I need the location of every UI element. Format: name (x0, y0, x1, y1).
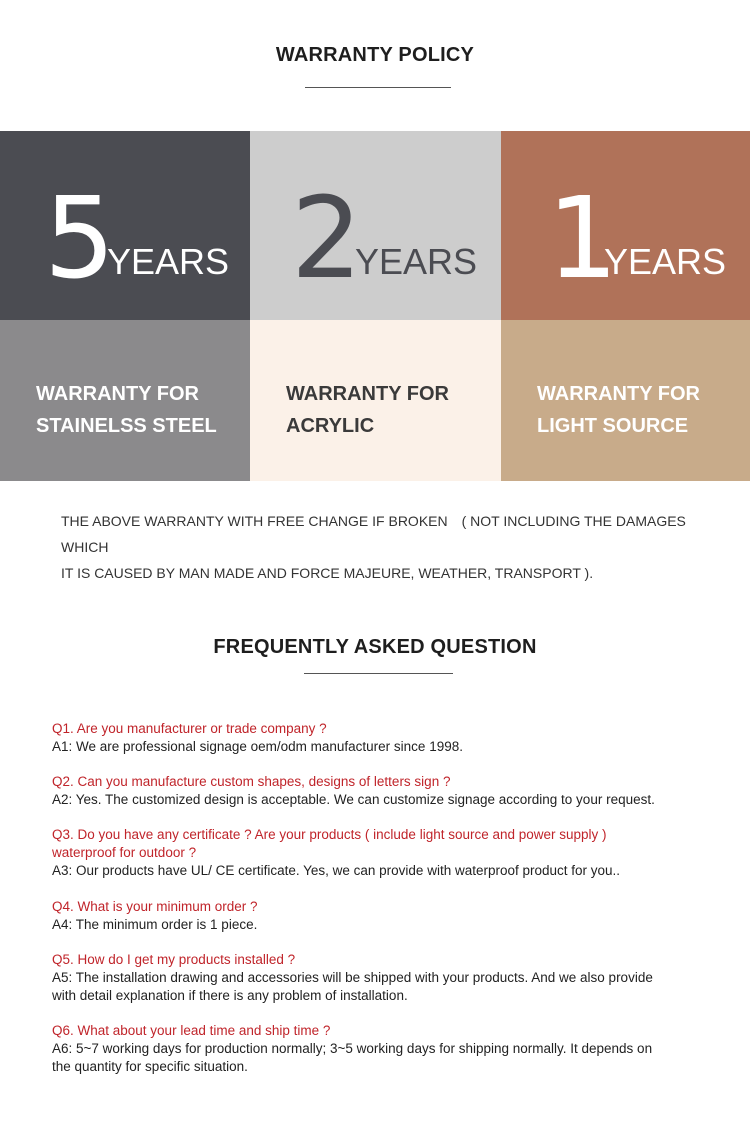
acrylic-warranty-label-block (250, 320, 501, 481)
faq-item-4 (52, 898, 712, 934)
light-source-warranty-label-block (501, 320, 750, 481)
steel-years-unit: YEARS (107, 241, 230, 282)
faq-answer-5-cont: with detail explanation if there is any problem of installation. (52, 988, 408, 1003)
faq-question-2: Q2. Can you manufacture custom shapes, designs of letters sign ? (52, 774, 451, 789)
steel-years-block (0, 131, 250, 320)
acrylic-label-line1: WARRANTY FOR (286, 383, 449, 405)
faq-answer-6: A6: 5~7 working days for production normally; 3~5 working days for shipping normally. It depends on (52, 1041, 653, 1056)
faq-item-2 (52, 773, 712, 809)
faq-answer-3: A3: Our products have UL/ CE certificate. Yes, we can provide with waterproof product for you.. (52, 863, 621, 878)
warranty-title-rule (305, 87, 451, 88)
acrylic-warranty-label (286, 378, 449, 442)
warranty-policy-title: WARRANTY POLICY (275, 44, 475, 66)
faq-answer-2: A2: Yes. The customized design is acceptable. We can customize signage according to your request. (52, 792, 655, 807)
warranty-grid (0, 131, 750, 481)
warranty-note (61, 508, 711, 586)
faq-item-3 (52, 826, 712, 880)
acrylic-years-block (250, 131, 501, 320)
faq-item-1 (52, 720, 712, 756)
warranty-note-line1: THE ABOVE WARRANTY WITH FREE CHANGE IF BROKEN ( NOT INCLUDING THE DAMAGES WHICH (61, 513, 686, 555)
warranty-note-line2: IT IS CAUSED BY MAN MADE AND FORCE MAJEURE, WEATHER, TRANSPORT ). (61, 565, 594, 581)
acrylic-label-line2: ACRYLIC (286, 415, 375, 437)
faq-title-rule (304, 673, 453, 674)
faq-answer-4: A4: The minimum order is 1 piece. (52, 917, 258, 932)
faq-item-5 (52, 951, 712, 1005)
faq-question-5: Q5. How do I get my products installed ? (52, 952, 296, 967)
light-source-years-block (501, 131, 750, 320)
faq-question-4: Q4. What is your minimum order ? (52, 899, 258, 914)
faq-item-6 (52, 1022, 712, 1076)
steel-warranty-label-block (0, 320, 250, 481)
light-source-label-line1: WARRANTY FOR (537, 383, 700, 405)
faq-answer-1: A1: We are professional signage oem/odm manufacturer since 1998. (52, 739, 463, 754)
faq-question-6: Q6. What about your lead time and ship time ? (52, 1023, 331, 1038)
faq-title: FREQUENTLY ASKED QUESTION (213, 636, 537, 658)
faq-answer-6-cont: the quantity for specific situation. (52, 1059, 248, 1074)
light-source-label-line2: LIGHT SOURCE (537, 415, 689, 437)
faq-question-3: Q3. Do you have any certificate ? Are your products ( include light source and power supply ) (52, 827, 607, 842)
steel-label-line2: STAINELSS STEEL (36, 415, 217, 437)
steel-years-number: 5 (44, 174, 116, 304)
acrylic-years-number: 2 (291, 174, 363, 304)
steel-warranty-label (36, 378, 217, 442)
faq-question-1: Q1. Are you manufacturer or trade company ? (52, 721, 327, 736)
steel-label-line1: WARRANTY FOR (36, 383, 199, 405)
faq-answer-5: A5: The installation drawing and accessories will be shipped with your products. And we also provide (52, 970, 653, 985)
light-source-years-number: 1 (547, 174, 619, 304)
acrylic-years-unit: YEARS (355, 241, 478, 282)
faq-question-3-cont: waterproof for outdoor ? (52, 845, 197, 860)
light-source-years-unit: YEARS (604, 241, 727, 282)
light-source-warranty-label (537, 378, 700, 442)
